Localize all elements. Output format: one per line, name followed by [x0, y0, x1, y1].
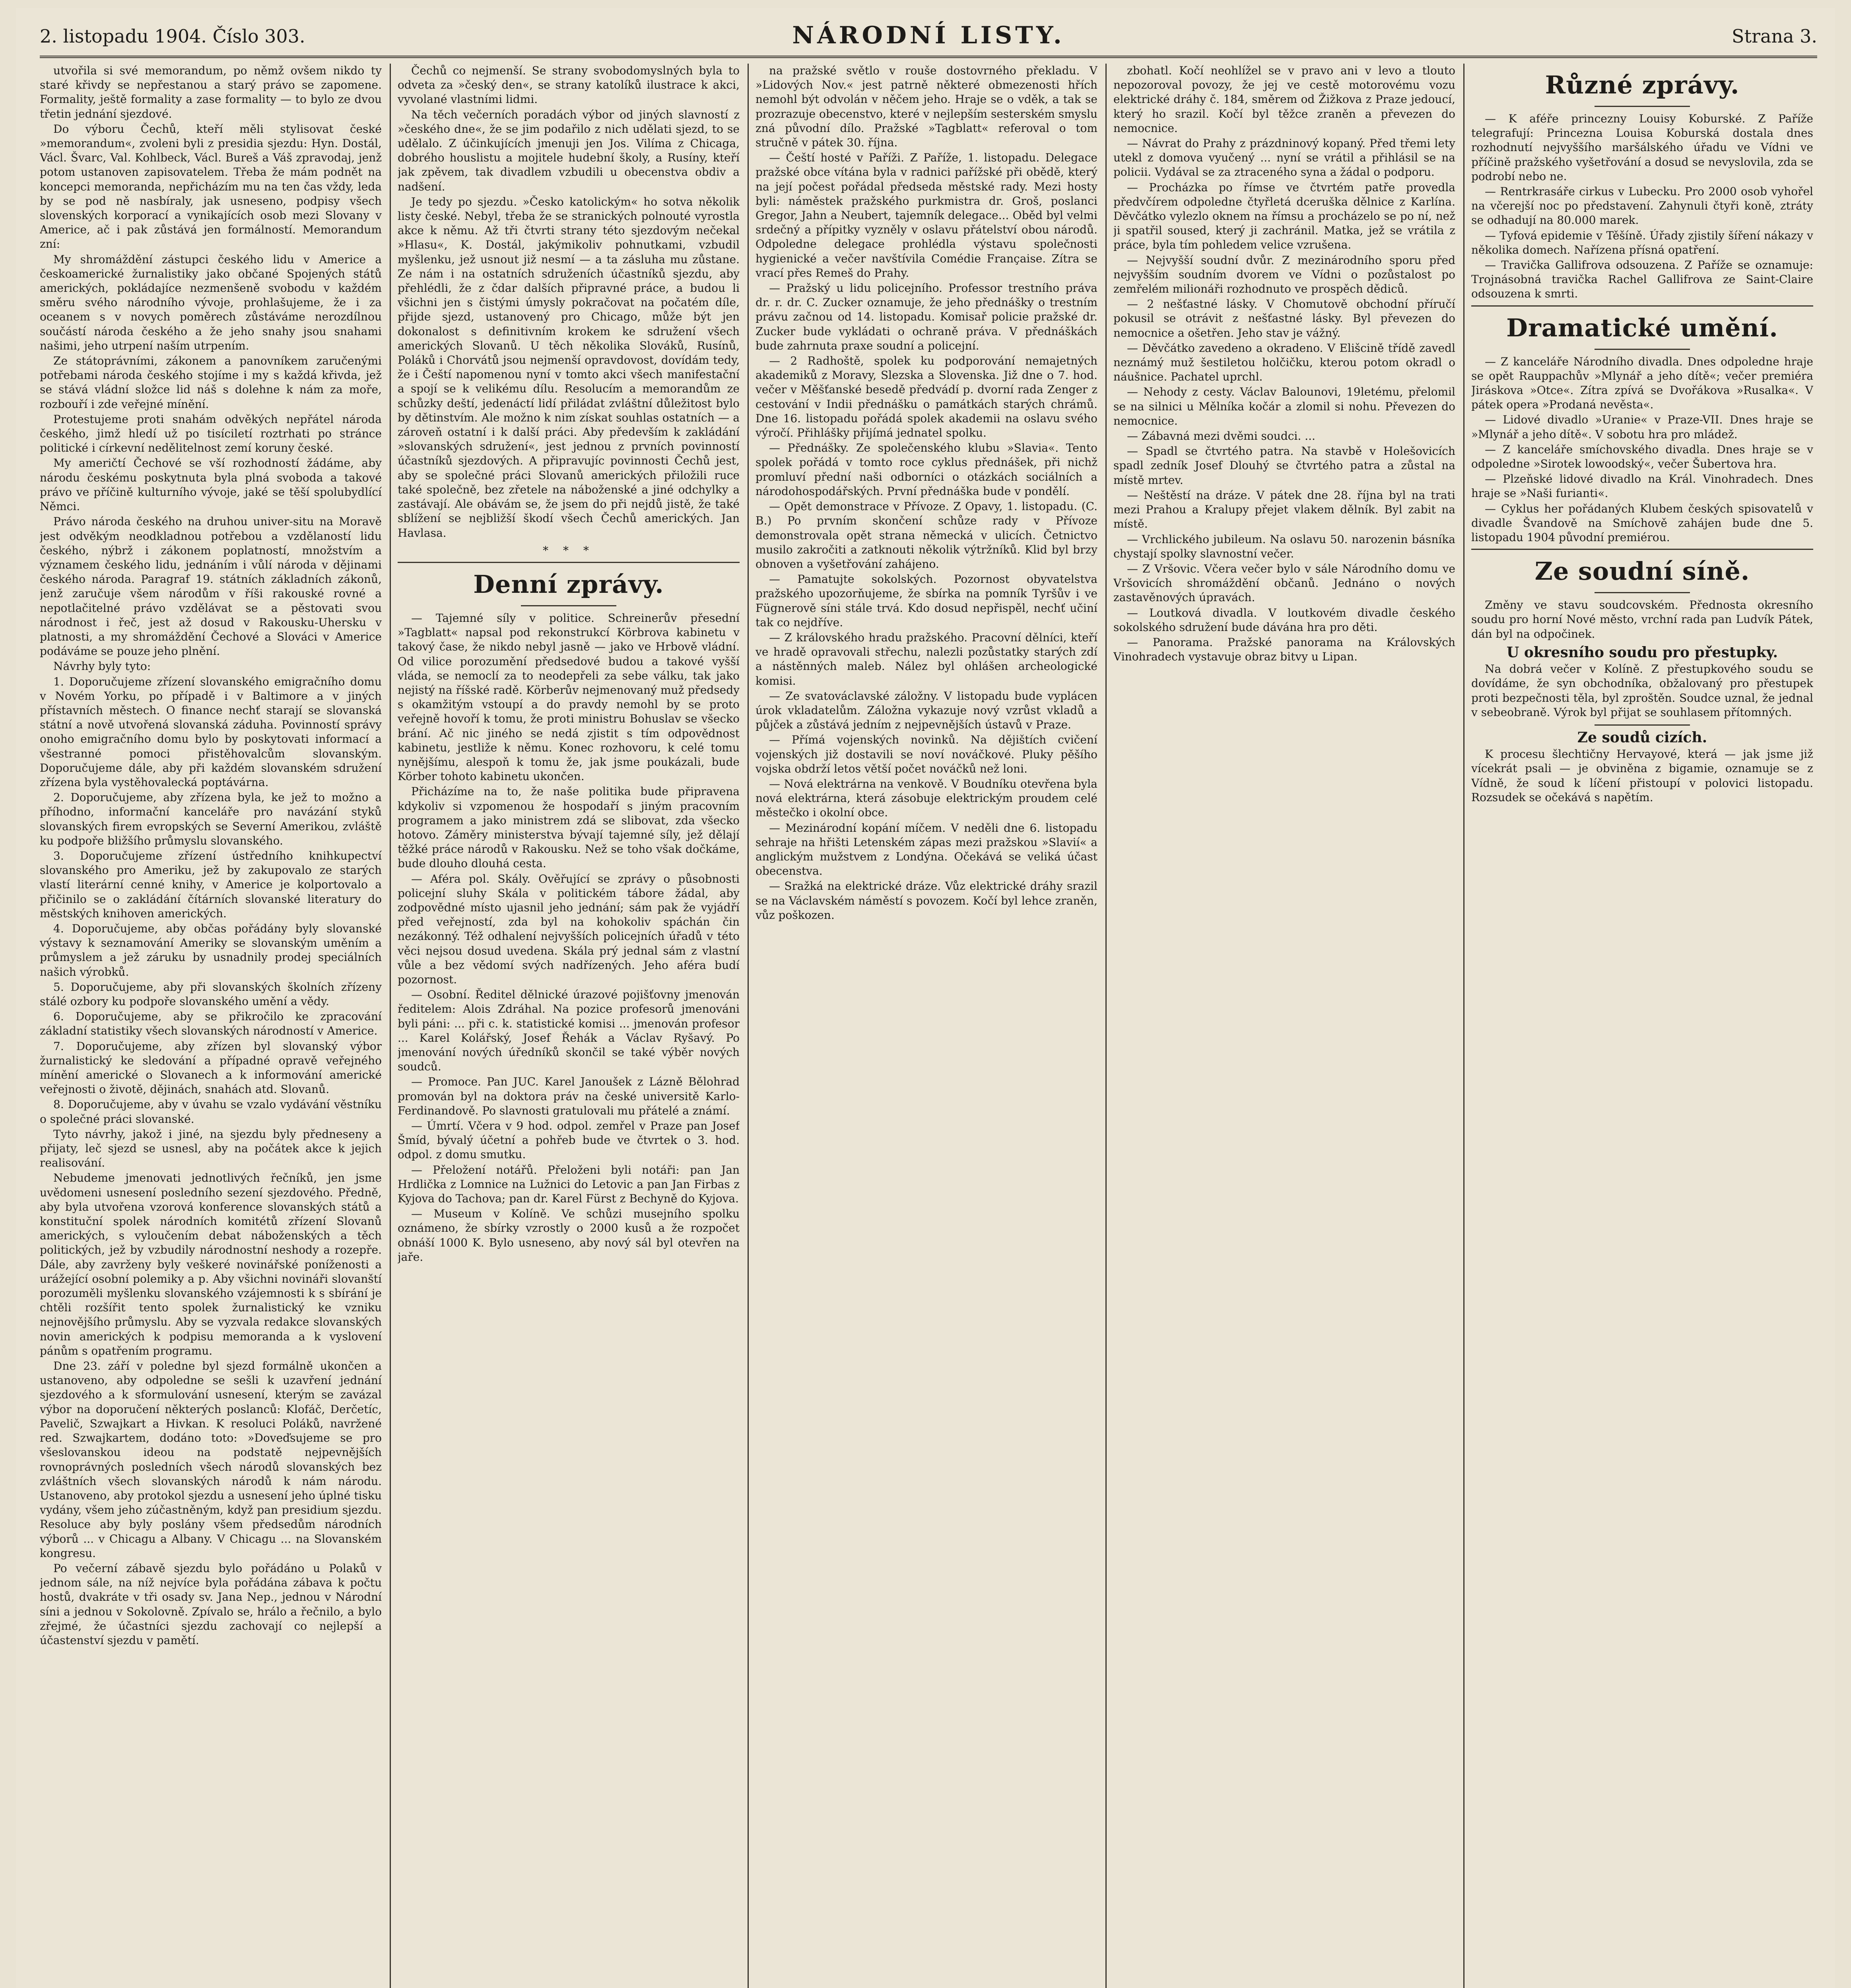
article-paragraph: — Sražká na elektrické dráze. Vůz elektrické dráhy srazil se na Václavském náměstí s povozem. Kočí byl lehce zraněn, vůz poškozen. [756, 879, 1097, 922]
column-4 [1113, 64, 1455, 1988]
article-paragraph: 6. Doporučujeme, aby se přikročilo ke zpracování základní statistiky všech slovanských národností v Americe. [40, 1010, 382, 1038]
article-paragraph: — Cyklus her pořádaných Klubem českých spisovatelů v divadle Švandově na Smíchově zahájen bude dne 5. listopadu 1904 původní premiérou. [1471, 502, 1813, 544]
soudy-cizi-subheading: Ze soudů cizích. [1577, 729, 1707, 746]
article-paragraph: Na dobrá večer v Kolíně. Z přestupkového soudu se dovídáme, že syn obchodníka, obžalovaný pro přestupek proti bezpečnosti těla, byl zproštěn. Soudce uznal, že jednal v sebeobraně. Výrok byl přijat se souhlasem přítomných. [1471, 662, 1813, 719]
column-4-text [1113, 64, 1455, 664]
article-paragraph: — Úmrtí. Včera v 9 hod. odpol. zemřel v Praze pan Josef Šmíd, bývalý účetní a pohřeb bude ve čtvrtek o 3. hod. odpol. z domu smutku. [398, 1119, 740, 1161]
article-paragraph: My shromáždění zástupci českého lidu v Americe a českoamerické žurnalistiky jako občané Spojených států amerických, pokládajíce nezmenšeně svobodu v každém směru svého národního vývoje, prohlašujeme, že i za oceanem s v novych poměrech zůstáváme nerozdílnou součástí národa českého a že jeho snahy jsou snahami našimi, jeho utrpení naším utrpením. [40, 252, 382, 352]
article-paragraph: Právo národa českého na druhou univer-situ na Moravě jest odvěkým neodkladnou potřebou a vzdělaností lidu českého, nýbrž i zákonem poplatností, množstvím a významem českého lidu, jednáním i vůlí národa v dějinami českého národa. Paragraf 19. státních základních zákonů, jenž zaručuje všem národům v říši rakouské rovné a nepotlačitelné právo vzdělávat se a pěstovati svou národnost i řeč, jest až dosud v Rakousku-Uhersku v platnosti, a my shromáždění Čechové a Slováci v Americe podáváme se pouze jeho plnění. [40, 515, 382, 658]
heading-rule [1595, 724, 1690, 726]
ruzne-zpravy-text [1471, 112, 1813, 301]
article-paragraph: Po večerní zábavě sjezdu bylo pořádáno u Polaků v jednom sále, na níž nejvíce byla pořádána zábava k počtu hostů, dvakráte v tři osady sv. Jana Nep., jednou v Národní síni a jednou v Sokolovně. Zpívalo se, hrálo a řečnilo, a bylo zřejmé, že účastníci sjezdu zachovají co nejlepší a účastenství sjezdu v pamětí. [40, 1561, 382, 1647]
article-paragraph: 2. Doporučujeme, aby zřízena byla, ke jež to možno a příhodno, informační kanceláře pro navázání styků slovanských firem evropských se Severní Amerikou, zvláště ku podpoře bližšího průmyslu slovanského. [40, 791, 382, 847]
columns-container [40, 64, 1817, 1988]
article-paragraph: — Osobní. Ředitel dělnické úrazové pojišťovny jmenován ředitelem: Alois Zdráhal. Na pozice profesorů jmenováni byli páni: ... při c. k. statistické komisi ... jmenován profesor ... Karel Kolářský, Josef Řehák a Václav Ryšavý. Po jmenování nových úředníků skončil se také výběr nových soudců. [398, 988, 740, 1074]
article-paragraph: 1. Doporučujeme zřízení slovanského emigračního domu v Novém Yorku, po případě i v Baltimore a v jiných přístavních městech. O finance nechť starají se slovanská státní a nově utvořená slovanská záduha. Povinností správy onoho emigračního domu bylo by poskytovati informací a všestranné pomoci přistěhovalcům slovanským. Doporučujeme dále, aby při každém slovanském sdružení zřízena byla vystěhovalecká poptávárna. [40, 675, 382, 789]
article-paragraph: 8. Doporučujeme, aby v úvahu se vzalo vydávání věstníku o společné práci slovanské. [40, 1098, 382, 1126]
article-paragraph: — Travička Gallifrova odsouzena. Z Paříže se oznamuje: Trojnásobná travička Rachel Gallifrova ze Saint-Claire odsouzena k smrti. [1471, 258, 1813, 301]
article-paragraph: Protestujeme proti snahám odvěkých nepřátel národa českého, jimž hledí už po tisíciletí roztrhati po stránce politické i církevní nedělitelnost zemí koruny české. [40, 412, 382, 455]
section-rule [1471, 549, 1813, 550]
article-paragraph: — Plzeňské lidové divadlo na Král. Vinohradech. Dnes hraje se »Naši furianti«. [1471, 472, 1813, 500]
column-3-text [756, 64, 1097, 922]
article-paragraph: — Z kanceláře smíchovského divadla. Dnes hraje se v odpoledne »Sirotek lowoodský«, večer Šubertova hra. [1471, 443, 1813, 471]
article-paragraph: — Přímá vojenských novinků. Na dějištích cvičení vojenských již dostavili se noví nováčkové. Pluky pěšího vojska obdrží letos větší počet nováčků než loni. [756, 733, 1097, 775]
article-paragraph: — Zábavná mezi dvěmi soudci. ... [1127, 429, 1315, 443]
dramaticke-umeni-text [1471, 355, 1813, 545]
article-paragraph: Ze státoprávními, zákonem a panovníkem zaručenými potřebami národa českého stojíme i my s každá křivda, jež se stává vládní složce lid náš s dolehne k nám za moře, rozbouří i zde veřejné mínění. [40, 354, 382, 411]
article-paragraph: Návrhy byly tyto: [53, 660, 151, 673]
article-paragraph: — K aféře princezny Louisy Koburské. Z Paříže telegrafují: Princezna Louisa Koburská dostala dnes rozhodnutí nejvyššího maršálského úřadu ve Vídni ve příčině pražského vyšetřování a dosud se nevyslovila, zda se podrobí nebo ne. [1471, 112, 1813, 183]
article-paragraph: — Pražský u lidu policejního. Professor trestního práva dr. r. dr. C. Zucker oznamuje, že jeho přednášky o trestním právu začnou od 14. listopadu. Komisař policie pražské dr. Zucker bude vykládati o ochraně práva. V přednáškách bude zahrnuta praxe soudní a policejní. [756, 282, 1097, 352]
article-paragraph: na pražské světlo v rouše dostovrného překladu. V »Lidových Nov.« jest patrně některé obmezenosti hřích nemohl být odvolán v něčem jeho. Hraje se o vděk, a tak se prozrazuje obecenstvo, které v nejlepším sesterském smyslu zná původní dílo. Pražské »Tagblatt« referoval o tom stručně v pátek 30. října. [756, 64, 1097, 149]
article-paragraph: — 2 Radhoště, spolek ku podporování nemajetných akademiků z Moravy, Slezska a Slovenska. Již dne o 7. hod. večer v Měšťanské besedě předvádí p. dvorní rada Zenger z cestování v Indii přednášku o památkách starých chrámů. Dne 16. listopadu pořádá spolek akademii na oslavu svého výročí. Přihlášky přijímá jednatel spolku. [756, 354, 1097, 440]
heading-rule [521, 605, 616, 606]
article-paragraph: 3. Doporučujeme zřízení ústředního knihkupectví slovanského pro Ameriku, jež by zakupovalo ze starých vlastí literární cenné knihy, v Americe je kolportovalo a přičinilo se o zakládání čítárních slovanské literatury do městských knihoven amerických. [40, 849, 382, 920]
column-2-text [398, 64, 740, 540]
article-paragraph: — Čeští hosté v Paříži. Z Paříže, 1. listopadu. Delegace pražské obce vítána byla v radnici pařížské při obědě, který na její počest pořádal předseda městské rady. Mezi hosty byli: náměstek pražského purkmistra dr. Groš, poslanci Gregor, Jahn a Neubert, tajemník delegace... Oběd byl velmi srdečný a přípitky vyzněly v oslavu přátelství obou národů. Odpoledne delegace prohlédla výstavu společnosti hygienické a večer navštívila Comédie Française. Zítra se vrací přes Remeš do Prahy. [756, 151, 1097, 280]
article-paragraph: — Z královského hradu pražského. Pracovní dělníci, kteří ve hradě opravovali střechu, nalezli pozůstatky starých zdí a nástěnných maleb. Nález byl ohlášen archeologické komisi. [756, 631, 1097, 687]
column-1-text [40, 64, 382, 1648]
separator-stars: * * * [543, 544, 594, 557]
article-paragraph: — Nehody z cesty. Václav Balounovi, 19letému, přelomil se na silnici u Mělníka kočár a zlomil si nohu. Převezen do nemocnice. [1113, 385, 1455, 427]
article-paragraph: — 2 nešťastné lásky. V Chomutově obchodní příručí pokusil se otrávit z nešťastné lásky. Byl převezen do nemocnice a ošetřen. Jeho stav je vážný. [1113, 297, 1455, 340]
column-5 [1471, 64, 1813, 1988]
article-paragraph: — Z Vršovic. Včera večer bylo v sále Národního domu ve Vršovicích shromáždění občanů. Jednáno o nových zastavěnových úpravách. [1113, 562, 1455, 604]
okresni-soud-subheading: U okresního soudu pro přestupky. [1506, 644, 1778, 661]
article-paragraph: — Děvčátko zavedeno a okradeno. V Elišcině třídě zavedl neznámý muž šestiletou holčičku, kterou potom okradl o náušnice. Pachatel uprchl. [1113, 341, 1455, 384]
article-paragraph: — Přednášky. Ze společenského klubu »Slavia«. Tento spolek pořádá v tomto roce cyklus přednášek, při nichž promluví přední naši odborníci o otázkách sociálních a národohospodářských. První přednáška bude v pondělí. [756, 441, 1097, 498]
okresni-soud-text [1471, 662, 1813, 720]
heading-rule [1595, 349, 1690, 350]
article-paragraph: zbohatl. Kočí neohlížel se v pravo ani v levo a tlouto nepozoroval povozy, že jej ve cestě motorovému vozu elektrické dráhy č. 184, směrem od Žižkova z Praze jedoucí, který ho srazil. Kočí byl těžce zraněn a převezen do nemocnice. [1113, 64, 1455, 135]
article-paragraph: — Tajemné síly v politice. Schreinerův přesední »Tagblatt« napsal pod rekonstrukcí Körbrova kabinetu v takový čase, že nikdo nebyl jasně — jako ve Hrbově vládní. Od vilice porozumění předsedové budou a takové vyšší vláda, se nemoclí za to neodepřeli za sebe válku, tak jako nejistý na říšské radě. Körberův nejmenovaný muž předsedy s okamžitým vstoupí a do pravdy nemohl by se proto veřejně hovoří k tomu, že proti ministru Bohuslav se všecko brání. Ač nic jiného se nedá zjistit s tím odpovědnost kabinetu, jestliže k němu. Konec rozhovoru, k celé tomu nynějšímu, alespoň k tomu že, jak jsme poukázali, bude Körber tohoto kabinetu ukončen. [398, 611, 740, 783]
article-paragraph: — Neštěstí na dráze. V pátek dne 28. října byl na trati mezi Prahou a Kralupy přejet vlakem dělník. Byl zabit na místě. [1113, 488, 1455, 531]
article-paragraph: Změny ve stavu soudcovském. Přednosta okresního soudu pro horní Nové město, vrchní rada pan Ludvík Pátek, dán byl na odpočinek. [1471, 598, 1813, 641]
column-2 [398, 64, 740, 1988]
article-paragraph: My američtí Čechové se vší rozhodností žádáme, aby národu českému poskytnuta byla plná svoboda a takové právo ve příčině kulturního vývoje, jaké se těší spolubydlící Němci. [40, 456, 382, 513]
article-paragraph: — Promoce. Pan JUC. Karel Janoušek z Lázně Bělohrad promován byl na doktora práv na české universitě Karlo-Ferdinandově. Po slavnosti gratulovali mu přátelé a známí. [398, 1075, 740, 1117]
article-paragraph: Nebudeme jmenovati jednotlivých řečníků, jen jsme uvědomeni usnesení posledního sezení sjezdového. Předně, aby byla utvořena vzorová konference slovanských států a konstituční spolek národních komitétů zřízení Slovanů amerických, s vyloučením debat náboženských a těch politických, jež by vzbudily národnostní neshody a rozepře. Dále, aby zavrženy byly veškeré novinářské poníženosti a urážející osobní polemiky a p. Aby všichni novináři slovanští porozuměli myšlenku slovanského vzájemnosti k s sbírání je chtěli rozšířit tento spolek žurnalistický ke vzniku nejnovějšího průmyslu. Aby se vyzvala redakce slovanských novin amerických k podpisu memoranda a k vyslovení pánům s opatřením programu. [40, 1171, 382, 1357]
column-divider [1463, 64, 1464, 1988]
denni-zpravy-heading: Denní zprávy. [473, 569, 664, 599]
article-paragraph: Přicházíme na to, že naše politika bude připravena kdykoliv si vzpomenou že hospodaří s jiným pracovním programem a jako ministrem zdá se slibovat, zda všecko hotovo. Záměry ministerstva bývají tajemné síly, jež dělají těžké práce národů v Rakousku. Než se toho však dočkáme, bude dlouho dlouhá cesta. [398, 785, 740, 870]
article-paragraph: utvořila si své memorandum, po němž ovšem nikdo ty staré křivdy se nepřestanou a starý právo se zapomene. Formality, ještě formality a zase formality — to bylo ze dvou třetin jednání sjezdové. [40, 64, 382, 120]
section-rule [398, 562, 740, 563]
heading-rule [1595, 106, 1690, 107]
article-paragraph: — Ze svatováclavské záložny. V listopadu bude vyplácen úrok vkladatelům. Záložna vykazuje nový vzrůst vkladů a půjček a zůstává jedním z nejpevnějších ústavů v Praze. [756, 689, 1097, 732]
column-divider [1105, 64, 1107, 1988]
article-paragraph: — Rentrkrasáře cirkus v Lubecku. Pro 2000 osob vyhořel na včerejší noc po představení. Zahynuli čtyři koně, ztráty se odhadují na 80.000 marek. [1471, 185, 1813, 227]
ze-soudni-sine-heading: Ze soudní síně. [1534, 557, 1750, 586]
article-paragraph: Na těch večerních poradách výbor od jiných slavností z »českého dne«, že se jim podařilo z nich udělati sjezd, to se udělalo. Z účinkujících jmenuji jen Jos. Vilíma z Chicaga, dobrého houslistu a mojitele hudební školy, a Rusíny, kteří jak zpěvem, tak divadlem vzbudili u obecenstva obdiv a nadšení. [398, 108, 740, 193]
article-paragraph: — Panorama. Pražské panorama na Královských Vinohradech vystavuje obraz bitvy u Lipan. [1113, 635, 1455, 664]
denni-zpravy-text [398, 611, 740, 1264]
column-1 [40, 64, 382, 1988]
article-paragraph: — Přeložení notářů. Přeloženi byli notáři: pan Jan Hrdlička z Lomnice na Lužnici do Letovic a pan Jan Firbas z Kyjova do Tachova; pan dr. Karel Fürst z Bechyně do Kyjova. [398, 1163, 740, 1206]
ruzne-zpravy-heading: Různé zprávy. [1545, 70, 1740, 99]
newspaper-page [16, 8, 1835, 1988]
article-paragraph: — Pamatujte sokolských. Pozornost obyvatelstva pražského upozorňujeme, že sbírka na pomník Tyršův i ve Fügnerově síni stále trvá. Kdo dosud nepřispěl, nechť učiní tak co nejdříve. [756, 573, 1097, 629]
page-number: Strana 3. [1732, 25, 1817, 47]
article-paragraph: 7. Doporučujeme, aby zřízen byl slovanský výbor žurnalistický ke sledování a případné opravě veřejného mínění americké o Slovanech a k informování americké veřejnosti o životě, dějinách, snahách atd. Slovanů. [40, 1039, 382, 1096]
article-paragraph: — Loutková divadla. V loutkovém divadle českého sokolského sdružení bude dávána hra pro děti. [1113, 606, 1455, 634]
issue-date: 2. listopadu 1904. Číslo 303. [40, 25, 305, 47]
article-paragraph: Je tedy po sjezdu. »Česko katolickým« ho sotva několik listy české. Nebyl, třeba že se stranických polnouté vyrostla akce k němu. Až tři čtvrti strany této sjezdovým nečekal »Hlasu«, K. Dostál, jakýmikoliv pohnutkami, vzbudil myšlenku, jež usnout již nesmí — a ta zásluha mu zůstane. Ze nám i na ostatních sdruženích účastníků sjezdu, aby přehlédli, že z čdar dalších připravné práce, a budou li všichni jen s čistými úmysly pokračovat na počatém díle, přijde sjezd, ustanovený pro Chicago, může být jen dokonalost s definitivním krokem ke sdružení všech amerických Slovanů. U těch několika Slováků, Rusínů, Poláků i Chorvátů jsou nejmenší opravdovost, dovídám tedy, že i Čeští napomenou nyní v tomto akci všech manifestační a spojí se k velikému dílu. Resolucím a memorandům ze schůzky deští, jedenáctí lidí přiládat zvláštní důležitost bylo by dětinstvím. Ale možno k nim získat souhlas ostatních — a zároveň ostatní i k další práci. Aby především k zakládání »slovanských sdružení«, jest jednou z prvních povinností účastníků sjezdových. A připravujíc povinnosti Čechů jest, aby se společné práci Slovanů amerických přiložili ruce také společně, bez zřetele na náboženské a jiné odchylky a zastávají. Ale obávám se, že jsem do při nejdů jistě, že také sblížení se nejbližší škodí všech Čechů amerických. Jan Havlasa. [398, 195, 740, 540]
article-paragraph: — Nová elektrárna na venkově. V Boudníku otevřena byla nová elektrárna, která zásobuje elektrickým proudem celé městečko i okolní obce. [756, 777, 1097, 819]
column-divider [390, 64, 391, 1988]
article-paragraph: Do výboru Čechů, kteří měli stylisovat české »memorandum«, zvoleni byli z presidia sjezdu: Hyn. Dostál, Václ. Švarc, Val. Kohlbeck, Václ. Bureš a Váš zpravodaj, jenž potom ustanoven zapisovatelem. Třeba že mám podnět na koncepci memoranda, nepřicházím mu na ten čas vždy, leda by se pod ně nasbíraly, jak usneseno, podpisy všech slovenských korporací a vynikajících osob mezi Slovany v Americe, ač i pak zůstává jen formálností. Memorandum zní: [40, 122, 382, 251]
article-paragraph: — Vrchlického jubileum. Na oslavu 50. narozenin básníka chystají spolky slavnostní večer. [1113, 532, 1455, 560]
column-divider [748, 64, 749, 1988]
article-paragraph: 5. Doporučujeme, aby při slovanských školních zřízeny stálé ozbory ku podpoře slovanského umění a vědy. [40, 980, 382, 1008]
dramaticke-umeni-heading: Dramatické umění. [1506, 313, 1778, 342]
article-paragraph: K procesu šlechtičny Hervayové, která — jak jsme již vícekrát psali — je obviněna z bigamie, oznamuje se z Vídně, že soud k líčení přistoupí v polovici listopadu. Rozsudek se očekává s napětím. [1471, 747, 1813, 804]
article-paragraph: — Spadl se čtvrtého patra. Na stavbě v Holešovicích spadl zedník Josef Dlouhý se čtvrtého patra a zůstal na místě mrtev. [1113, 445, 1455, 487]
article-paragraph: — Mezinárodní kopání míčem. V neděli dne 6. listopadu sehraje na hřišti Letenském zápas mezi pražskou »Slavií« a anglickým mužstvem z Londýna. Očekává se veliká účast obecenstva. [756, 821, 1097, 878]
article-paragraph: — Návrat do Prahy z prázdninový kopaný. Před třemi lety utekl z domova vyučený ... nyní se vrátil a přihlásil se na policii. Vydával se za ztraceného syna a žádal o podporu. [1113, 137, 1455, 179]
article-paragraph: Tyto návrhy, jakož i jiné, na sjezdu byly předneseny a přijaty, leč sjezd se usnesl, aby na počátek akce k jejich realisování. [40, 1127, 382, 1170]
section-rule [1471, 305, 1813, 307]
article-paragraph: — Z kanceláře Národního divadla. Dnes odpoledne hraje se opět Rauppachův »Mlynář a jeho dítě«; večer premiéra Jiráskova »Otce«. Zítra zpívá se Dvořákova »Rusalka«. V pátek opera »Prodaná nevěsta«. [1471, 355, 1813, 412]
article-paragraph: — Aféra pol. Skály. Ověřující se zprávy o působnosti policejní sluhy Skála v politickém tábore žádal, aby zodpovědné místo ujasnil jeho jednání; sám pak že vyjádří před veřejností, zda byl na kohokoliv spáchán čin nezákonný. Též odhalení nejvyšších policejních úřadů v této věci nejsou dosud uvedena. Skála prý jednal sám z vlastní vůle a bez vědomí svých nadřízených. Jeho aféra budí pozornost. [398, 872, 740, 986]
article-paragraph: — Procházka po římse ve čtvrtém patře provedla předvčírem odpoledne čtyřletá dceruška dělnice z Karlína. Děvčátko vylezlo oknem na římsu a procházelo se po ní, než ji spatřil soused, který ji zachránil. Matka, jež se vrátila z práce, byla tím pohledem velice vzrušena. [1113, 181, 1455, 252]
article-paragraph: — Lidové divadlo »Uranie« v Praze-VII. Dnes hraje se »Mlynář a jeho dítě«. V sobotu hra pro mládež. [1471, 413, 1813, 441]
article-paragraph: — Opět demonstrace v Přívoze. Z Opavy, 1. listopadu. (C. B.) Po prvním skončení schůze rady v Přívoze demonstrovala opět strana německá v ulicích. Četnictvo musilo zakročiti a zatknouti několik výtržníků. Klid byl brzy obnoven a vyšetřování zahájeno. [756, 500, 1097, 571]
masthead [40, 20, 1817, 58]
newspaper-title: NÁRODNÍ LISTY. [792, 21, 1065, 49]
column-3 [756, 64, 1097, 1988]
article-paragraph: — Nejvyšší soudní dvůr. Z mezinárodního sporu před nejvyšším soudním dvorem ve Vídni o pozůstalost po zemřelém milionáři rozhodnuto ve prospěch dědiců. [1113, 253, 1455, 296]
article-paragraph: 4. Doporučujeme, aby občas pořádány byly slovanské výstavy k seznamování Ameriky se slovanským uměním a průmyslem a jež záruku by usnadnily prodej speciálních našich výrobků. [40, 922, 382, 978]
ze-soudni-sine-text [1471, 598, 1813, 641]
heading-rule [1595, 592, 1690, 593]
article-paragraph: Čechů co nejmenší. Se strany svobodomyslných byla to odveta za »český den«, se strany katolíků ilustrace k akci, vyvolané vlastními lidmi. [398, 64, 740, 106]
article-paragraph: — Museum v Kolíně. Ve schůzi musejního spolku oznámeno, že sbírky vzrostly o 2000 kusů a že rozpočet obnáší 1000 K. Bylo usneseno, aby nový sál byl otevřen na jaře. [398, 1207, 740, 1264]
article-paragraph: Dne 23. září v poledne byl sjezd formálně ukončen a ustanoveno, aby odpoledne se sešli k uzavření jednání sjezdového a k sformulování usnesení, kterým se zavázal výbor na doporučení některých poslanců: Klofáč, Derčetíc, Pavelič, Szwajkart a Hivkan. K resoluci Poláků, navržené red. Szwajkartem, dodáno toto: »Doveďsujeme se pro všeslovanskou ideou na podstatě nejpevnějších rovnoprávných posledních všech národů slovanských bez zvláštních všech slovanských národů k nám národu. Ustanoveno, aby protokol sjezdu a usnesení jeho úplné tisku vydány, všem jeho zúčastněným, když pan presidium sjezdu. Resoluce aby byly poslány všem předsedům národních výborů ... v Chicagu a Albany. V Chicagu ... na Slovanském kongresu. [40, 1359, 382, 1560]
article-paragraph: — Tyfová epidemie v Těšíně. Úřady zjistily šíření nákazy v několika domech. Nařízena přísná opatření. [1471, 229, 1813, 256]
soudy-cizi-text [1471, 747, 1813, 805]
